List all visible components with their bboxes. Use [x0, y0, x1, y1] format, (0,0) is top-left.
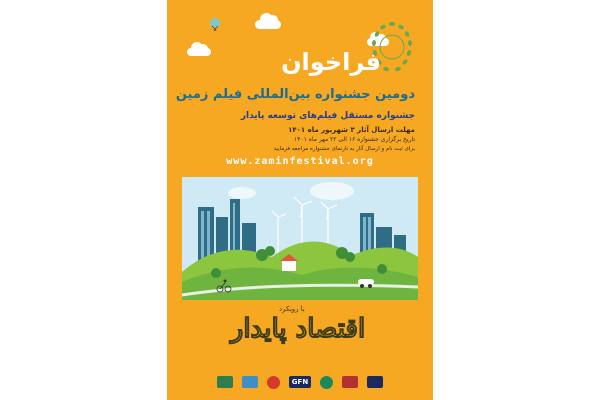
slogan-prefix: با رویکرد — [279, 305, 305, 313]
festival-website[interactable]: www.zaminfestival.org — [226, 156, 374, 167]
sponsor-logo-icon — [367, 376, 383, 388]
sponsor-logo-icon — [342, 376, 358, 388]
sponsor-logos — [167, 370, 433, 394]
submission-deadline: مهلت ارسال آثار ۳ شهریور ماه ۱۴۰۱ — [288, 126, 415, 134]
festival-poster — [167, 0, 433, 400]
sponsor-logo-icon — [217, 376, 233, 388]
cloud-icon — [255, 20, 281, 29]
sponsor-logo-icon — [267, 376, 280, 389]
gfn-logo: GFN — [289, 376, 311, 388]
registration-note: برای ثبت نام و ارسال آثار به تارنمای جشنواره مراجعه فرمایید — [273, 146, 415, 152]
sponsor-logo-icon — [320, 376, 333, 389]
festival-subtitle: جشنواره مستقل فیلم‌های توسعه پایدار — [240, 111, 415, 121]
festival-title: دومین جشنواره بین‌المللی فیلم زمین — [175, 87, 415, 102]
hot-air-balloon-icon — [209, 18, 221, 32]
festival-dates: تاریخ برگزاری جشنواره ۱۶ الی ۲۲ مهر ماه ۱۴۰۱ — [293, 136, 415, 143]
cloud-icon — [187, 48, 211, 56]
slogan-sustainable-economy: اقتصاد پایدار — [230, 314, 366, 344]
sponsor-logo-icon — [242, 376, 258, 388]
sustainable-city-illustration — [182, 177, 418, 300]
call-for-entries-title: فراخوان — [281, 48, 381, 76]
